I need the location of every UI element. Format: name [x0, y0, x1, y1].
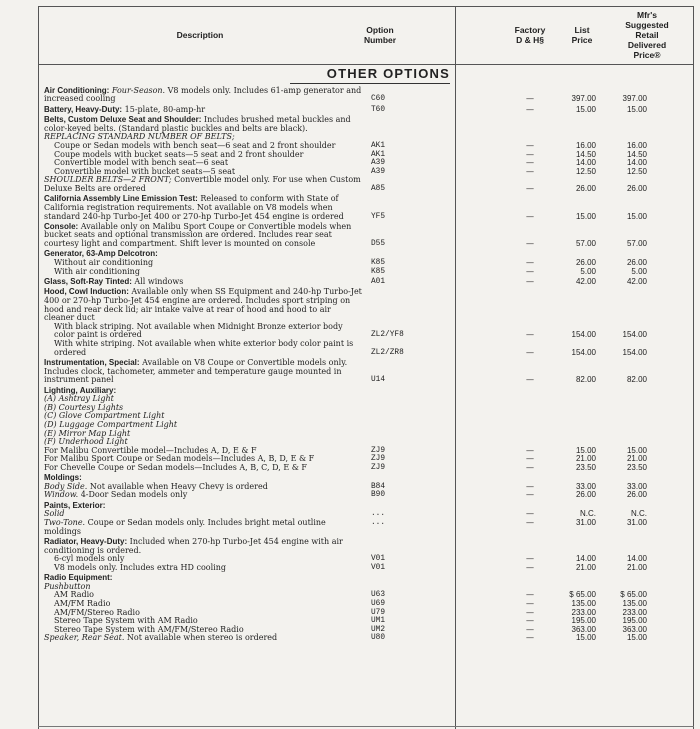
option-text: Convertible model with bench seat—6 seat — [54, 158, 229, 168]
option-row — [44, 323, 656, 340]
option-number: UM2 — [371, 625, 386, 634]
list-price: 16.00 — [575, 140, 596, 150]
retail-price: $ 65.00 — [620, 590, 647, 600]
factory-dh: — — [526, 624, 534, 634]
list-price: 15.00 — [575, 104, 596, 114]
option-subheading: (E) Mirror Map Light — [44, 428, 131, 438]
option-row — [44, 574, 656, 583]
option-text: Included when 270-hp Turbo-Jet 454 engine with air conditioning is ordered. — [44, 537, 343, 555]
list-price: 154.00 — [571, 347, 596, 357]
option-description — [44, 87, 362, 104]
option-description — [44, 491, 362, 500]
option-number: V01 — [371, 555, 386, 564]
option-row — [44, 87, 656, 104]
option-number: U69 — [371, 600, 386, 608]
retail-price: 82.00 — [626, 375, 647, 385]
option-text: Coupe models with bucket seats—5 seat and 2 front shoulder — [54, 149, 304, 159]
factory-dh: — — [526, 149, 534, 159]
retail-price: 23.50 — [626, 462, 647, 472]
option-text: For Chevelle Coupe or Sedan models—Includes A, B, C, D, E & F — [44, 462, 307, 472]
option-description — [44, 634, 362, 643]
option-number: U14 — [371, 376, 386, 385]
option-subheading: (F) Underhood Light — [44, 437, 128, 447]
factory-dh: — — [526, 347, 534, 357]
factory-dh: — — [526, 554, 534, 564]
option-row — [44, 583, 656, 592]
retail-price: 154.00 — [622, 347, 647, 357]
option-number: C60 — [371, 95, 386, 104]
factory-dh: — — [526, 445, 534, 455]
retail-price: 5.00 — [631, 266, 647, 276]
option-heading: Air Conditioning: — [44, 85, 110, 95]
list-price: 21.00 — [575, 562, 596, 572]
option-row — [44, 359, 656, 385]
factory-dh: — — [526, 183, 534, 193]
factory-dh: — — [526, 607, 534, 617]
option-text: AM Radio — [54, 590, 94, 600]
retail-price: 14.00 — [626, 554, 647, 564]
factory-dh: — — [526, 158, 534, 168]
retail-price: 57.00 — [626, 239, 647, 249]
list-price: 5.00 — [580, 266, 596, 276]
option-text: AM/FM/Stereo Radio — [54, 607, 140, 617]
option-subheading: (D) Luggage Compartment Light — [44, 419, 178, 429]
section-title-text: OTHER OPTIONS — [326, 66, 450, 81]
option-heading: Paints, Exterior: — [44, 500, 106, 510]
retail-price: 135.00 — [622, 599, 647, 608]
factory-dh: — — [526, 562, 534, 572]
retail-price: 42.00 — [626, 277, 647, 287]
factory-dh: — — [526, 211, 534, 221]
retail-price: 26.00 — [626, 183, 647, 193]
list-price: 26.00 — [575, 258, 596, 268]
option-subheading: SHOULDER BELTS—2 FRONT; — [44, 175, 172, 185]
option-text: For Malibu Convertible model—Includes A, D, E & F — [44, 445, 257, 455]
list-price: 31.00 — [575, 518, 596, 528]
option-heading: Radiator, Heavy-Duty: — [44, 537, 128, 547]
option-row — [44, 502, 656, 511]
retail-price: 14.50 — [626, 149, 647, 159]
option-text: For Malibu Sport Coupe or Sedan models—Includes A, B, D, E & F — [44, 454, 315, 464]
option-row — [44, 176, 656, 193]
option-row — [44, 288, 656, 322]
factory-dh: — — [526, 518, 534, 528]
retail-price: 397.00 — [622, 94, 647, 104]
factory-dh: — — [526, 375, 534, 385]
list-price: 33.00 — [575, 481, 596, 491]
option-heading: Belts, Custom Deluxe Seat and Shoulder: — [44, 115, 202, 125]
list-price: 15.00 — [575, 445, 596, 455]
header-list-price: List Price — [571, 25, 593, 45]
list-price: 14.00 — [575, 554, 596, 564]
option-description — [44, 464, 362, 473]
option-text: Not available when stereo is ordered — [124, 633, 278, 643]
retail-price: 12.50 — [626, 166, 647, 176]
list-price: N.C. — [580, 509, 596, 519]
option-number: AK1 — [371, 141, 386, 150]
option-subheading: (C) Glove Compartment Light — [44, 411, 165, 421]
option-description — [44, 195, 362, 221]
option-number: ... — [371, 519, 386, 528]
option-heading: Console: — [44, 221, 79, 231]
option-text: Convertible model only. For use when Custom Deluxe Belts are ordered — [44, 175, 361, 193]
list-price: 233.00 — [571, 607, 596, 617]
factory-dh: — — [526, 633, 534, 643]
option-text: Available only when SS Equipment and 240-hp Turbo-Jet 400 or 270-hp Turbo-Jet 454 engine are ordered. Includes sport striping on hood and rear deck lid; air intake valve at rear of hood and hood to air cleaner duct — [44, 287, 362, 323]
option-row — [44, 278, 656, 287]
retail-price: 15.00 — [626, 211, 647, 221]
list-price: 15.00 — [575, 211, 596, 221]
factory-dh: — — [526, 94, 534, 104]
list-price: 42.00 — [575, 277, 596, 287]
option-text: Available only on Malibu Sport Coupe or Convertible models when bucket seats and optional transmission are ordered. Includes rear seat courtesy light and compartment. Shift lever is mounted on console — [44, 221, 352, 249]
factory-dh: — — [526, 490, 534, 500]
factory-dh: — — [526, 462, 534, 472]
retail-price: 154.00 — [622, 330, 647, 340]
list-price: 135.00 — [571, 599, 596, 608]
option-subheading: Pushbutton — [44, 581, 91, 591]
factory-dh: — — [526, 509, 534, 519]
option-description — [44, 268, 362, 277]
option-description — [44, 538, 362, 555]
factory-dh: — — [526, 277, 534, 287]
option-text: Available on V8 Coupe or Convertible models only. Includes clock, tachometer, ammeter and temperature gauge mounted in instrument panel — [44, 357, 348, 385]
option-number: U80 — [371, 634, 386, 643]
option-heading: Lighting, Auxiliary: — [44, 385, 117, 395]
header-factory: Factory D & H§ — [514, 25, 546, 45]
option-number: UM1 — [371, 617, 386, 626]
option-subheading: REPLACING STANDARD NUMBER OF BELTS; — [44, 132, 235, 142]
retail-price: 31.00 — [626, 518, 647, 528]
list-price: 15.00 — [575, 633, 596, 643]
option-number: A01 — [371, 278, 386, 287]
header-description: Description — [176, 30, 224, 40]
option-description — [44, 340, 362, 357]
option-heading: Glass, Soft-Ray Tinted: — [44, 277, 132, 287]
retail-price: 26.00 — [626, 258, 647, 268]
option-text: Coupe or Sedan models with bench seat—6 seat and 2 front shoulder — [54, 140, 336, 150]
option-row — [44, 223, 656, 249]
option-number: ZJ9 — [371, 446, 386, 455]
factory-dh: — — [526, 454, 534, 464]
option-number: A39 — [371, 167, 386, 176]
option-text: 15-plate, 80-amp-hr — [122, 104, 206, 114]
option-number: K85 — [371, 259, 386, 268]
option-number: B90 — [371, 491, 386, 500]
option-row — [44, 634, 656, 643]
option-number: K85 — [371, 267, 386, 276]
factory-dh: — — [526, 140, 534, 150]
option-row — [44, 340, 656, 357]
option-row — [44, 421, 656, 430]
option-row — [44, 564, 656, 573]
retail-price: 15.00 — [626, 445, 647, 455]
factory-dh: — — [526, 599, 534, 608]
factory-dh: — — [526, 166, 534, 176]
option-row — [44, 387, 656, 396]
option-subheading: Two-Tone. — [44, 518, 86, 528]
list-price: 363.00 — [571, 624, 596, 634]
option-description — [44, 116, 362, 133]
factory-dh: — — [526, 266, 534, 276]
option-description — [44, 223, 362, 249]
option-description — [44, 278, 362, 287]
retail-price: 33.00 — [626, 481, 647, 491]
option-description — [44, 359, 362, 385]
option-text: AM/FM Radio — [54, 599, 111, 608]
option-description — [44, 323, 362, 340]
factory-dh: — — [526, 239, 534, 249]
option-heading: Battery, Heavy-Duty: — [44, 104, 123, 114]
option-text: With white striping. Not available when white exterior body color paint is ordered — [54, 339, 354, 357]
list-price: 57.00 — [575, 239, 596, 249]
retail-price: 14.00 — [626, 158, 647, 168]
option-number: ... — [371, 510, 386, 519]
option-text: Without air conditioning — [54, 258, 154, 268]
option-number: U79 — [371, 608, 386, 617]
list-price: 21.00 — [575, 454, 596, 464]
option-number: D55 — [371, 240, 386, 249]
option-row — [44, 538, 656, 555]
option-text: With black striping. Not available when Midnight Bronze exterior body color paint is ordered — [54, 321, 343, 340]
header-retail-price: Mfr's Suggested Retail Delivered Price® — [625, 10, 669, 60]
option-text: Stereo Tape System with AM Radio — [54, 616, 198, 626]
option-number: A39 — [371, 159, 386, 168]
option-description — [44, 574, 362, 583]
option-row — [44, 464, 656, 473]
option-number: V01 — [371, 563, 386, 572]
bottom-rule — [38, 726, 694, 727]
option-number: T60 — [371, 105, 386, 114]
option-heading: Radio Equipment: — [44, 573, 113, 583]
option-number: ZL2/ZR8 — [371, 348, 404, 357]
option-number: YF5 — [371, 212, 386, 221]
section-title — [240, 66, 450, 81]
option-subheading: Body Side. — [44, 481, 88, 491]
option-number: A85 — [371, 184, 386, 193]
option-text: Released to conform with State of California registration requirements. Not available on V8 models when standard 240-hp Turbo-Jet 400 or 270-hp Turbo-Jet 454 engine is ordered — [44, 194, 344, 221]
factory-dh: — — [526, 104, 534, 114]
retail-price: 21.00 — [626, 562, 647, 572]
option-description — [44, 519, 362, 536]
list-price: 154.00 — [571, 330, 596, 340]
option-text: Coupe or Sedan models only. Includes bright metal outline moldings — [44, 518, 326, 536]
option-description — [44, 288, 362, 322]
option-row — [44, 195, 656, 221]
option-row — [44, 430, 656, 439]
option-subheading: Four-Season. — [109, 85, 166, 95]
retail-price: 363.00 — [622, 624, 647, 634]
list-price: 26.00 — [575, 490, 596, 500]
option-heading: Hood, Cowl Induction: — [44, 287, 129, 297]
option-row — [44, 591, 656, 600]
factory-dh: — — [526, 481, 534, 491]
option-number: ZJ9 — [371, 455, 386, 464]
option-description — [44, 106, 362, 115]
option-row — [44, 519, 656, 536]
header-rule — [38, 64, 694, 65]
retail-price: 15.00 — [626, 633, 647, 643]
options-list — [44, 85, 656, 643]
list-price: 23.50 — [575, 462, 596, 472]
option-text: Stereo Tape System with AM/FM/Stereo Radio — [54, 624, 244, 634]
option-text: V8 models only. Includes 61-amp generator and increased cooling — [44, 85, 362, 104]
option-text: Convertible model with bucket seats—5 seat — [54, 166, 236, 176]
list-price: 195.00 — [571, 616, 596, 626]
list-price: 12.50 — [575, 166, 596, 176]
option-row — [44, 116, 656, 133]
retail-price: 21.00 — [626, 454, 647, 464]
option-description — [44, 176, 362, 193]
option-subheading: Window. — [44, 490, 79, 500]
option-heading: California Assembly Line Emission Test: — [44, 194, 198, 204]
option-subheading: (A) Ashtray Light — [44, 394, 114, 404]
retail-price: N.C. — [631, 509, 647, 519]
option-text: V8 models only. Includes extra HD cooling — [54, 562, 226, 572]
factory-dh: — — [526, 590, 534, 600]
option-row — [44, 395, 656, 404]
option-row — [44, 491, 656, 500]
option-number: AK1 — [371, 150, 386, 159]
option-text: 6-cyl models only — [54, 554, 125, 564]
factory-dh: — — [526, 258, 534, 268]
option-text: All windows — [131, 277, 184, 287]
factory-dh: — — [526, 330, 534, 340]
list-price: 397.00 — [571, 94, 596, 104]
header-option-number: Option Number — [363, 25, 397, 45]
option-heading: Instrumentation, Special: — [44, 357, 140, 367]
option-row — [44, 106, 656, 115]
option-subheading: Solid — [44, 509, 65, 519]
option-number: U63 — [371, 591, 386, 600]
list-price: $ 65.00 — [569, 590, 596, 600]
option-text: Includes brushed metal buckles and color-keyed belts. (Standard plastic buckles and belts are black). — [44, 115, 351, 133]
option-subheading: (B) Courtesy Lights — [44, 402, 124, 412]
retail-price: 15.00 — [626, 104, 647, 114]
retail-price: 195.00 — [622, 616, 647, 626]
option-text: With air conditioning — [54, 266, 140, 276]
list-price: 14.00 — [575, 158, 596, 168]
option-row — [44, 268, 656, 277]
option-text: Not available when Heavy Chevy is ordered — [87, 481, 268, 491]
retail-price: 233.00 — [622, 607, 647, 617]
option-number: ZL2/YF8 — [371, 331, 404, 340]
option-heading: Moldings: — [44, 473, 82, 483]
option-description — [44, 502, 362, 511]
option-text: 4-Door Sedan models only — [78, 490, 188, 500]
list-price: 82.00 — [575, 375, 596, 385]
section-underline — [290, 83, 450, 84]
retail-price: 16.00 — [626, 140, 647, 150]
factory-dh: — — [526, 616, 534, 626]
option-heading: Generator, 63-Amp Delcotron: — [44, 249, 158, 259]
list-price: 14.50 — [575, 149, 596, 159]
option-number: ZJ9 — [371, 463, 386, 472]
option-number: B84 — [371, 482, 386, 491]
retail-price: 26.00 — [626, 490, 647, 500]
option-subheading: Speaker, Rear Seat. — [44, 633, 125, 643]
option-description — [44, 564, 362, 573]
list-price: 26.00 — [575, 183, 596, 193]
